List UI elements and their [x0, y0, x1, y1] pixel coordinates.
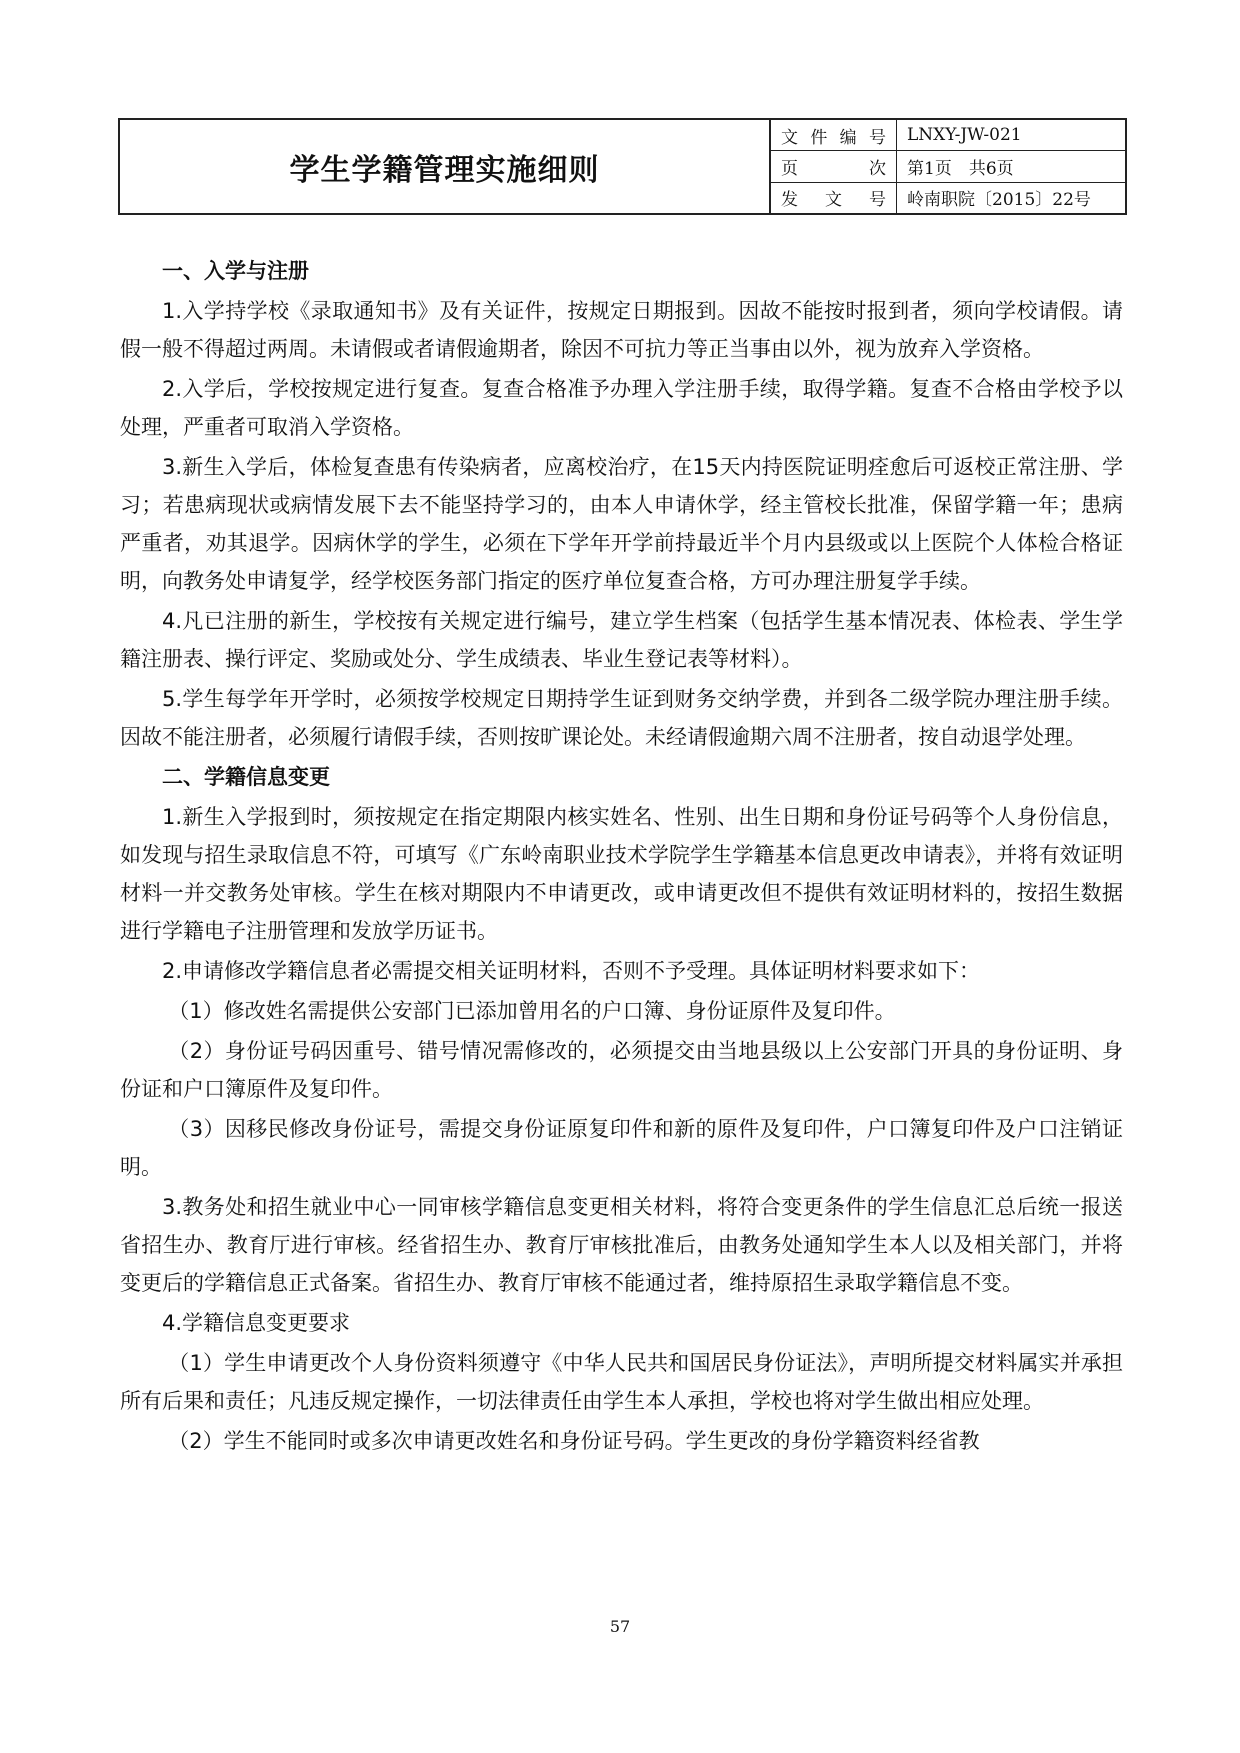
document-title: 学生学籍管理实施细则 — [120, 120, 771, 213]
paragraph: （2）身份证号码因重号、错号情况需修改的，必须提交由当地县级以上公安部门开具的身份证明、身份证和户口簿原件及复印件。 — [120, 1039, 1123, 1101]
paragraph: （3）因移民修改身份证号，需提交身份证原复印件和新的原件及复印件，户口簿复印件及户口注销证明。 — [120, 1117, 1123, 1179]
paragraph: 1.新生入学报到时，须按规定在指定期限内核实姓名、性别、出生日期和身份证号码等个人身份信息，如发现与招生录取信息不符，可填写《广东岭南职业技术学院学生学籍基本信息更改申请表》，并将有效证明材料一并交教务处审核。学生在核对期限内不申请更改，或申请更改但不提供有效证明材料的，按招生数据进行学籍电子注册管理和发放学历证书。 — [120, 805, 1123, 943]
meta-row-page — [771, 151, 1125, 182]
paragraph: 1.入学持学校《录取通知书》及有关证件，按规定日期报到。因故不能按时报到者，须向学校请假。请假一般不得超过两周。未请假或者请假逾期者，除因不可抗力等正当事由以外，视为放弃入学资格。 — [120, 299, 1123, 361]
doc-number-label: 发 文 号 — [771, 183, 897, 213]
paragraph: （2）学生不能同时或多次申请更改姓名和身份证号码。学生更改的身份学籍资料经省教 — [168, 1429, 980, 1453]
header-meta-block — [771, 120, 1125, 213]
page-value: 第1页 共6页 — [907, 158, 1014, 179]
meta-row-file-number — [771, 120, 1125, 151]
document-header-table — [118, 118, 1127, 215]
file-number-label: 文 件 编 号 — [771, 120, 897, 150]
paragraph: 2.申请修改学籍信息者必需提交相关证明材料，否则不予受理。具体证明材料要求如下： — [162, 959, 981, 983]
paragraph: 4.学籍信息变更要求 — [162, 1311, 351, 1335]
paragraph: 5.学生每学年开学时，必须按学校规定日期持学生证到财务交纳学费，并到各二级学院办理注册手续。因故不能注册者，必须履行请假手续，否则按旷课论处。未经请假逾期六周不注册者，按自动退学处理。 — [120, 687, 1123, 749]
file-number-value: LNXY-JW-021 — [907, 125, 1022, 146]
document-body — [120, 252, 1123, 1462]
paragraph: 4.凡已注册的新生，学校按有关规定进行编号，建立学生档案（包括学生基本情况表、体检表、学生学籍注册表、操行评定、奖励或处分、学生成绩表、毕业生登记表等材料）。 — [120, 609, 1123, 671]
section-heading: 一、入学与注册 — [162, 259, 309, 283]
paragraph: 3.新生入学后，体检复查患有传染病者，应离校治疗，在15天内持医院证明痊愈后可返校正常注册、学习；若患病现状或病情发展下去不能坚持学习的，由本人申请休学，经主管校长批准，保留学籍一年；患病严重者，劝其退学。因病休学的学生，必须在下学年开学前持最近半个月内县级或以上医院个人体检合格证明，向教务处申请复学，经学校医务部门指定的医疗单位复查合格，方可办理注册复学手续。 — [120, 455, 1123, 593]
doc-number-value: 岭南职院〔2015〕22号 — [907, 190, 1091, 211]
section-heading: 二、学籍信息变更 — [162, 765, 330, 789]
page-label: 页 次 — [771, 151, 897, 181]
paragraph: 2.入学后，学校按规定进行复查。复查合格准予办理入学注册手续，取得学籍。复查不合格由学校予以处理，严重者可取消入学资格。 — [120, 377, 1123, 439]
paragraph: （1）学生申请更改个人身份资料须遵守《中华人民共和国居民身份证法》，声明所提交材料属实并承担所有后果和责任；凡违反规定操作，一切法律责任由学生本人承担，学校也将对学生做出相应处理。 — [120, 1351, 1123, 1413]
paragraph: 3.教务处和招生就业中心一同审核学籍信息变更相关材料，将符合变更条件的学生信息汇总后统一报送省招生办、教育厅进行审核。经省招生办、教育厅审核批准后，由教务处通知学生本人以及相关部门，并将变更后的学籍信息正式备案。省招生办、教育厅审核不能通过者，维持原招生录取学籍信息不变。 — [120, 1195, 1123, 1295]
meta-row-doc-number — [771, 183, 1125, 213]
paragraph: （1）修改姓名需提供公安部门已添加曾用名的户口簿、身份证原件及复印件。 — [168, 999, 896, 1023]
page-number: 57 — [609, 1617, 631, 1636]
